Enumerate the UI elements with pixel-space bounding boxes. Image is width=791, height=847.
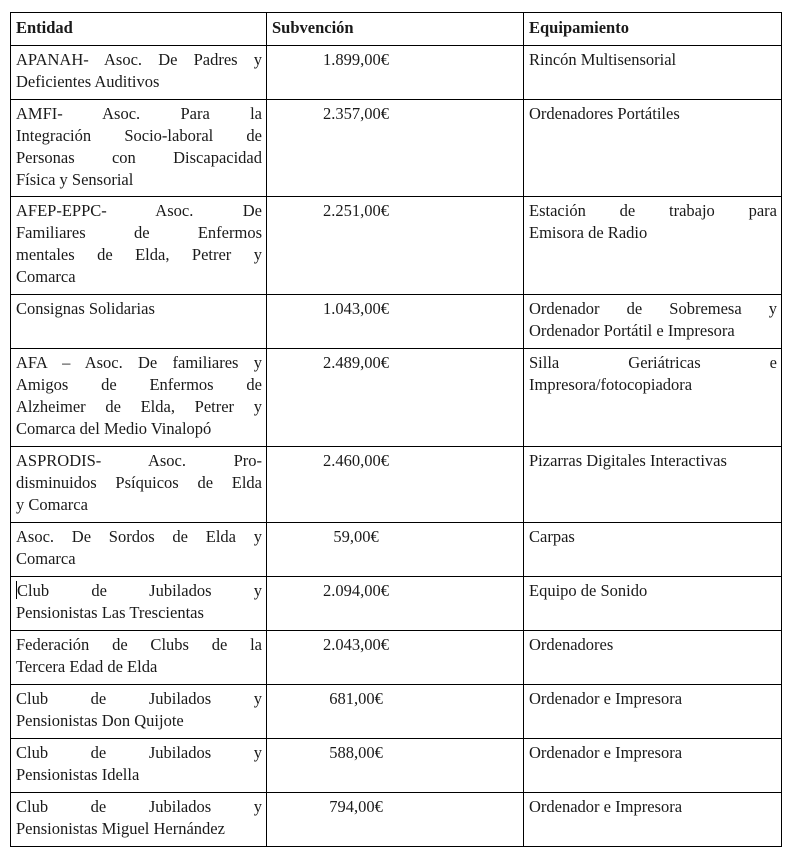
equipment-cell-line: Ordenadores Portátiles [529, 104, 680, 123]
equipment-cell [524, 685, 782, 739]
entity-cell [11, 631, 267, 685]
table-row [11, 523, 782, 577]
equipment-cell [524, 739, 782, 793]
entity-cell [11, 295, 267, 349]
entity-cell-line: APANAH- Asoc. De Padres y [16, 50, 262, 69]
entity-cell [11, 523, 267, 577]
table-row [11, 349, 782, 447]
entity-cell [11, 197, 267, 295]
entity-cell [11, 349, 267, 447]
text-cursor [16, 581, 17, 599]
amount-cell: 2.251,00€ [267, 197, 524, 295]
equipment-cell-line: Silla Geriátricas e [529, 353, 777, 372]
entity-cell-line: Amigos de Enfermos de [16, 375, 262, 394]
entity-cell [11, 577, 267, 631]
entity-cell-line: Club de Jubilados y [16, 689, 262, 708]
entity-cell [11, 793, 267, 847]
amount-cell: 59,00€ [267, 523, 524, 577]
entity-cell-line: AFEP-EPPC- Asoc. De [16, 201, 262, 220]
entity-cell-line: Pensionistas Las Trescientas [16, 603, 204, 622]
entity-cell-line: Comarca del Medio Vinalopó [16, 419, 212, 438]
amount-cell: 2.043,00€ [267, 631, 524, 685]
table-row [11, 100, 782, 197]
entity-cell-line: Comarca [16, 267, 76, 286]
equipment-cell [524, 631, 782, 685]
entity-cell [11, 447, 267, 523]
equipment-cell-line: Emisora de Radio [529, 223, 648, 242]
table-row [11, 577, 782, 631]
entity-cell-line: Personas con Discapacidad [16, 148, 262, 167]
table-row [11, 793, 782, 847]
equipment-cell-line: Ordenadores [529, 635, 614, 654]
equipment-cell [524, 577, 782, 631]
entity-cell-line: Club de Jubilados y [17, 581, 262, 600]
amount-cell: 681,00€ [267, 685, 524, 739]
entity-cell-line: Comarca [16, 549, 76, 568]
equipment-cell-line: Impresora/fotocopiadora [529, 375, 693, 394]
equipment-cell-line: Ordenador e Impresora [529, 797, 683, 816]
equipment-cell-line: Ordenador e Impresora [529, 743, 683, 762]
entity-cell [11, 685, 267, 739]
entity-cell-line: AFA – Asoc. De familiares y [16, 353, 262, 372]
header-subvencion: Subvención [267, 13, 524, 46]
entity-cell-line: Pensionistas Don Quijote [16, 711, 184, 730]
amount-cell: 2.489,00€ [267, 349, 524, 447]
equipment-cell-line: Equipo de Sonido [529, 581, 648, 600]
equipment-cell [524, 46, 782, 100]
entity-cell-line: Consignas Solidarias [16, 299, 155, 318]
equipment-cell-line: Ordenador Portátil e Impresora [529, 321, 735, 340]
amount-cell: 588,00€ [267, 739, 524, 793]
equipment-cell-line: Ordenador de Sobremesa y [529, 299, 777, 318]
equipment-cell-line: Ordenador e Impresora [529, 689, 683, 708]
amount-cell: 2.357,00€ [267, 100, 524, 197]
entity-cell-line: Física y Sensorial [16, 170, 134, 189]
entity-cell-line: Club de Jubilados y [16, 797, 262, 816]
equipment-cell-line: Rincón Multisensorial [529, 50, 677, 69]
grant-table [10, 12, 782, 847]
equipment-cell-line: Carpas [529, 527, 575, 546]
table-row [11, 631, 782, 685]
amount-cell: 1.043,00€ [267, 295, 524, 349]
table-body [11, 46, 782, 847]
entity-cell-line: ASPRODIS- Asoc. Pro- [16, 451, 262, 470]
entity-cell-line: Federación de Clubs de la [16, 635, 262, 654]
equipment-cell-line: Estación de trabajo para [529, 201, 777, 220]
amount-cell: 2.460,00€ [267, 447, 524, 523]
entity-cell-line: Asoc. De Sordos de Elda y [16, 527, 262, 546]
entity-cell-line: Club de Jubilados y [16, 743, 262, 762]
equipment-cell [524, 100, 782, 197]
equipment-cell-line: Pizarras Digitales Interactivas [529, 451, 727, 470]
entity-cell-line: Pensionistas Idella [16, 765, 140, 784]
equipment-cell [524, 349, 782, 447]
equipment-cell [524, 523, 782, 577]
equipment-cell [524, 197, 782, 295]
table-row [11, 197, 782, 295]
equipment-cell [524, 793, 782, 847]
table-row [11, 295, 782, 349]
header-row [11, 13, 782, 46]
amount-cell: 1.899,00€ [267, 46, 524, 100]
entity-cell [11, 100, 267, 197]
entity-cell-line: Integración Socio-laboral de [16, 126, 262, 145]
table-row [11, 739, 782, 793]
header-equipamiento: Equipamiento [524, 13, 782, 46]
table-row [11, 46, 782, 100]
entity-cell-line: Familiares de Enfermos [16, 223, 262, 242]
equipment-cell [524, 295, 782, 349]
entity-cell-line: mentales de Elda, Petrer y [16, 245, 262, 264]
equipment-cell [524, 447, 782, 523]
entity-cell-line: Tercera Edad de Elda [16, 657, 158, 676]
table-row [11, 447, 782, 523]
entity-cell-line: AMFI- Asoc. Para la [16, 104, 262, 123]
entity-cell [11, 46, 267, 100]
entity-cell-line: y Comarca [16, 495, 88, 514]
amount-cell: 794,00€ [267, 793, 524, 847]
header-entidad: Entidad [11, 13, 267, 46]
entity-cell-line: disminuidos Psíquicos de Elda [16, 473, 262, 492]
amount-cell: 2.094,00€ [267, 577, 524, 631]
entity-cell [11, 739, 267, 793]
entity-cell-line: Deficientes Auditivos [16, 72, 160, 91]
entity-cell-line: Alzheimer de Elda, Petrer y [16, 397, 262, 416]
entity-cell-line: Pensionistas Miguel Hernández [16, 819, 225, 838]
table-row [11, 685, 782, 739]
